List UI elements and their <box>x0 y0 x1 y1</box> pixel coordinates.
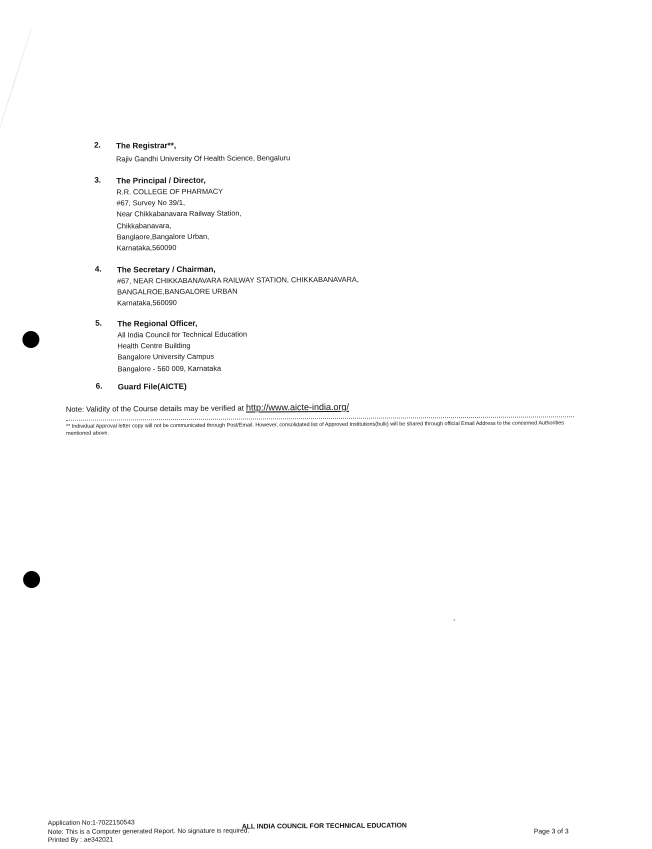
scan-speck <box>453 619 455 621</box>
item-line: Karnataka,560090 <box>117 298 177 308</box>
organization-name: ALL INDIA COUNCIL FOR TECHNICAL EDUCATION <box>241 822 407 831</box>
item-body <box>116 172 577 253</box>
item-line: #67, Survey No 39/1, <box>116 198 186 208</box>
item-line: Chikkabanavara, <box>116 220 172 231</box>
item-line: Bangalore University Campus <box>117 352 215 362</box>
item-body <box>116 137 576 164</box>
punch-hole-top <box>22 331 39 348</box>
computer-generated-note: Note: This is a Computer generated Report. No signature is required. <box>47 827 250 836</box>
aicte-website-link[interactable]: http://www.aicte-india.org/ <box>245 401 350 413</box>
recipient-item <box>95 315 575 374</box>
item-line: Bangalore - 560 009, Karnataka <box>117 363 222 374</box>
item-number: 4. <box>94 264 102 274</box>
recipient-item <box>95 378 576 392</box>
footer-left <box>48 819 250 846</box>
item-title: The Regional Officer, <box>117 318 198 329</box>
item-body <box>118 378 578 392</box>
validity-note <box>66 402 349 414</box>
item-line: Rajiv Gandhi University Of Health Science, Bengaluru <box>116 153 291 164</box>
item-line: BANGALROE,BANGALORE URBAN <box>117 286 238 297</box>
item-title: The Principal / Director, <box>116 175 206 186</box>
page-footer <box>3 816 652 845</box>
item-line: Karnataka,560090 <box>116 243 177 253</box>
validity-note-text: Note: Validity of the Course details may be verified at <box>65 403 247 414</box>
recipient-item <box>94 261 575 308</box>
item-number: 5. <box>95 318 102 328</box>
item-title: Guard File(AICTE) <box>117 381 187 392</box>
item-body <box>117 261 577 309</box>
item-line: All India Council for Technical Education <box>117 329 248 340</box>
item-number: 6. <box>95 381 103 391</box>
item-number: 3. <box>94 175 101 185</box>
item-line: R.R. COLLEGE OF PHARMACY <box>116 186 224 197</box>
item-number: 2. <box>94 140 101 150</box>
item-title: The Secretary / Chairman, <box>116 264 216 275</box>
punch-hole-bottom <box>23 571 40 588</box>
scan-streak <box>0 27 32 142</box>
recipient-item <box>94 172 574 253</box>
page-number: Page 3 of 3 <box>533 828 569 836</box>
item-line: Banglaore,Bangalore Urban, <box>116 231 210 242</box>
item-line: Near Chikkabanavara Railway Station, <box>116 208 242 219</box>
application-number: Application No:1-7022150543 <box>47 819 135 827</box>
item-title: The Registrar**, <box>116 141 177 151</box>
footnote: ** Individual Approval letter copy will not be communicated through Post/Email. However, consolidated list of Approved Institutions(bulk) will be shared through official Email Address to the concerned Authorities mentioned above. <box>65 420 564 437</box>
recipient-item <box>94 137 574 164</box>
item-body <box>117 315 577 374</box>
item-line: #67, NEAR CHIKKABANAVARA RAILWAY STATION, CHIKKABANAVARA, <box>116 274 359 286</box>
printed-by: Printed By : ae342021 <box>47 836 114 845</box>
item-line: Health Centre Building <box>117 341 191 351</box>
